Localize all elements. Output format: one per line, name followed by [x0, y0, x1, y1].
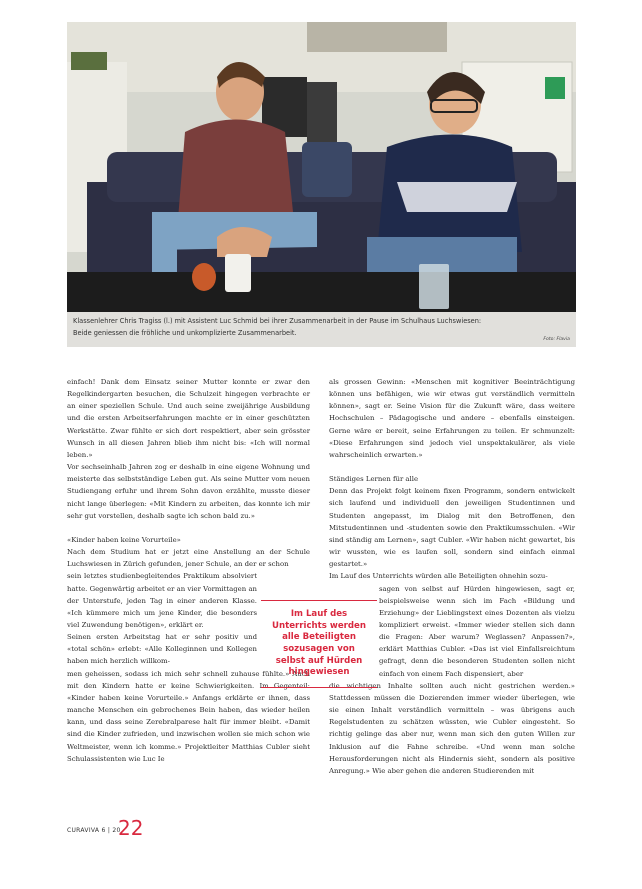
pull-quote-text: Im Lauf des Unterrichts werden alle Beteiligten sozusagen von selbst auf Hürden hingewiesen [272, 609, 366, 678]
right-paragraph-1: als grossen Gewinn: «Menschen mit kognitiver Beeinträchtigung können uns befähigen, wie wir etwas gut verständlich vermitteln können», sagt er. Seine Vision für die Zukunft wäre, dass weitere Hochschulen – Pädagogische und andere – ebenfalls einsteigen. Gerne wäre er bereit, seine Erfahrungen zu teilen. Er schmunzelt: «Diese Erfahrungen sind jedoch viel unspektakulärer, als viele wahrscheinlich erwarten.» [329, 378, 575, 459]
left-paragraph-4-wide: men geheissen, sodass ich mich sehr schnell zuhause fühlte.» Auch mit den Kindern hatte er keine Schwierigkeiten. Im Gegenteil: «Kinder haben keine Vorurteile.» Anfangs erklärte er ihnen, dass manche Menschen ein gebrochenes Bein haben, das wieder heilen kann, und dass seine Zerebralparese halt für immer bleibt. «Damit sind die Kinder zufrieden, und inzwischen wollen sie mich schon wie Weltmeister, wenn ich komme.» Projektleiter Matthias Cubler sieht Schulassistenten wie Luc Ie [67, 669, 310, 763]
caption-line-2: Beide geniessen die fröhliche und unkomplizierte Zusammenarbeit. [73, 328, 297, 337]
left-column [67, 376, 310, 765]
spacer [67, 522, 310, 534]
article-photo [67, 22, 576, 312]
right-paragraph-3-wide-2: die wichtigen Inhalte sollten auch nicht gestrichen werden.» Stattdessen müssen die Dozierenden immer wieder überlegen, wie sie einen Inhalt verständlich vermitteln – was übrigens auch Regelstudenten zu schätzen wüssten, wie Cubler eingesteht. So richtig gelinge das aber nur, wenn man sich den guten Willen zur Inklusion auf die Fahne schreibe. «Und wenn man solche Herausforderungen nicht als Hindernis sieht, sondern als positive Anregung.» Wie aber gehen die anderen Studierenden mit [329, 681, 575, 775]
caption-line-1: Klassenlehrer Chris Tragiss (l.) mit Assistent Luc Schmid bei ihrer Zusammenarbeit in der Pause im Schulhaus Luchswiesen: [73, 317, 482, 325]
right-column [329, 376, 575, 777]
right-subhead: Ständiges Lernen für alle [329, 475, 419, 484]
right-paragraph-3-narrow: sagen von selbst auf Hürden hingewiesen, sagt er, beispielsweise wenn sich im Fach «Bildung und Erziehung» der Lieblingstext eines Dozenten als vielzu kompliziert erweist. «Immer wieder stellen sich dann die Fragen: Aber warum? Weglassen? Anpassen?», erklärt Matthias Cubler. «Das ist viel Einfallsreichtum gefragt, denn die besonderen Studenten sollen nicht einfach von einem Fach dispensiert, aber [379, 584, 575, 678]
photo-caption [67, 312, 576, 347]
left-paragraph-3-wide: Nach dem Studium hat er jetzt eine Anstellung an der Schule Luchswiesen in Zürich gefunden, jener Schule, an der er schon [67, 548, 310, 569]
right-paragraph-3-wide: Im Lauf des Unterrichts würden alle Beteiligten ohnehin sozu- [329, 572, 548, 581]
photo-illustration [67, 22, 576, 312]
photo-credit: Foto: Flavia [543, 337, 570, 342]
left-paragraph-1: einfach! Dank dem Einsatz seiner Mutter konnte er zwar den Regelkindergarten besuchen, die Schulzeit hingegen verbrachte er an einer speziellen Schule. Und auch seine zweijährige Ausbildung und die ersten Arbeitserfahrungen machte er in einer geschützten Werkstätte. Zwar fühlte er sich dort respektiert, aber sein grösster Wunsch in all diesen Jahren blieb ihm nicht bis: «Ich will normal leben.» [67, 378, 310, 459]
left-paragraph-3-narrow: sein letztes studienbegleitendes Praktikum absolviert hatte. Gegenwärtig arbeitet er an vier Vormittagen an der Unterstufe, jeden Tag in einer anderen Klasse. «Ich kümmere mich um jene Kinder, die besonders viel Zuwendung benötigen», erklärt er. [67, 572, 257, 629]
spacer [329, 461, 575, 473]
left-subhead: «Kinder haben keine Vorurteile» [67, 535, 181, 544]
magazine-issue: CURAVIVA 6 | 20 [67, 827, 121, 834]
pull-quote [261, 600, 377, 688]
page-number: 22 [118, 816, 144, 840]
right-paragraph-2: Denn das Projekt folgt keinem fixen Programm, sondern entwickelt sich laufend und individuell den jeweiligen Studentinnen und Studenten angepasst, im Dialog mit den Betroffenen, den Mitstudentinnen und -studenten sowie den Praktikumsschulen. «Wir sind ständig am Lernen», sagt Cubler. «Wir haben nicht gewartet, bis wir wussten, wie es laufen soll, sondern sind einfach einmal gestartet.» [329, 487, 575, 569]
left-paragraph-4-narrow: Seinen ersten Arbeitstag hat er sehr positiv und «total schön» erlebt: «Alle Kolleginnen und Kollegen haben mich herzlich willkom- [67, 633, 257, 666]
left-paragraph-2: Vor sechseinhalb Jahren zog er deshalb in eine eigene Wohnung und meisterte das selbstständige Leben gut. Als seine Mutter vom neuen Studiengang erfuhr und ihrem Sohn davon erzählte, musste dieser nicht lange überlegen: «Mit Kindern zu arbeiten, das konnte ich mir sehr gut vorstellen, deshalb sagte ich schon bald zu.» [67, 463, 310, 520]
